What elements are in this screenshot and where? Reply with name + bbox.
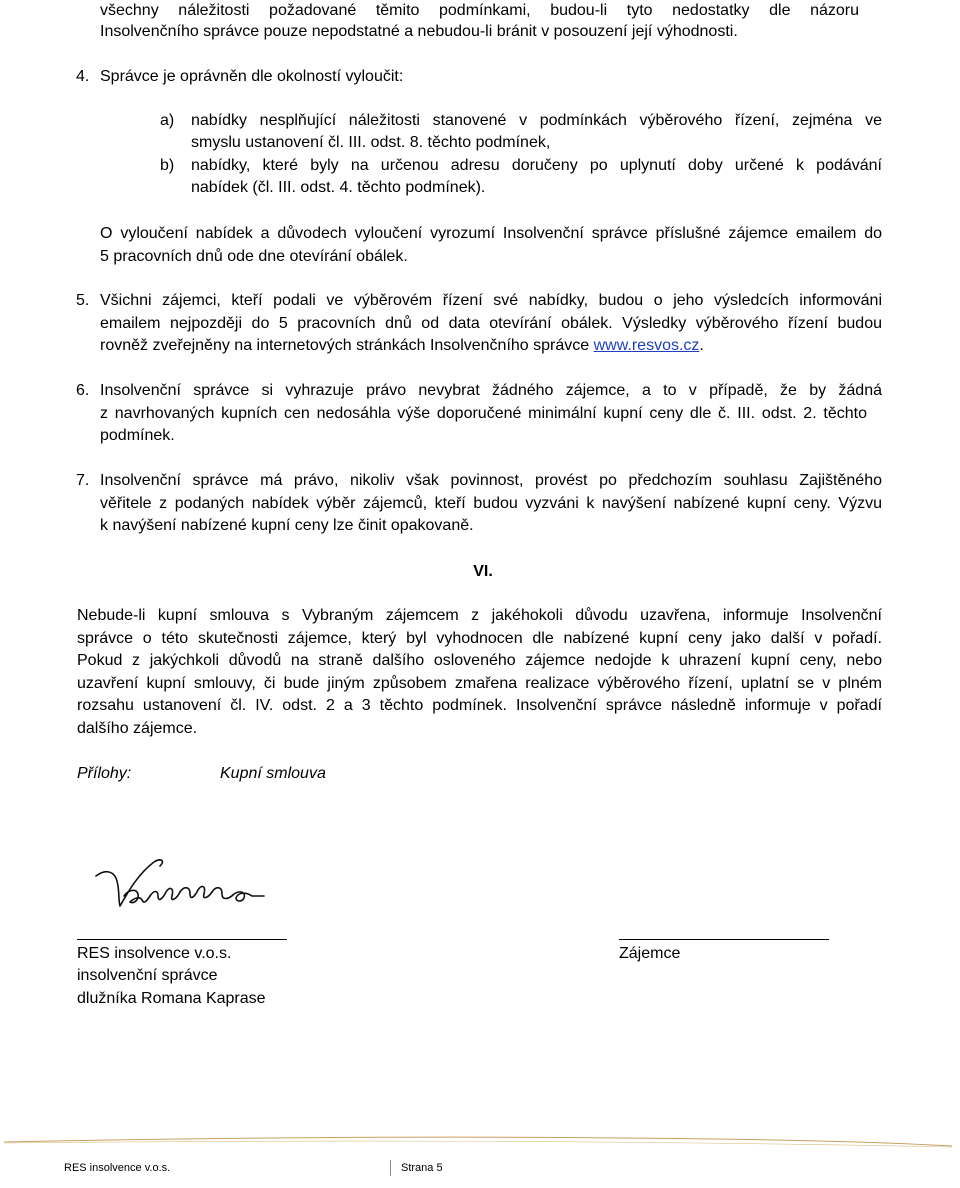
- item-5-line-2: emailem nejpozději do 5 pracovních dnů od data otevírání obálek. Výsledky výběrového řízení budou: [100, 315, 882, 332]
- attachments-value: Kupní smlouva: [220, 765, 326, 782]
- intro-line-2: Insolvenčního správce pouze nepodstatné a nebudou-li bránit v posouzení její výhodnosti.: [100, 23, 738, 40]
- section-paragraph-line-3: Pokud z jakýchkoli důvodů na straně dalšího osloveného zájemce nedojde k uhrazení kupní ceny, nebo: [77, 652, 882, 669]
- signer-debtor: dlužníka Romana Kaprase: [77, 990, 266, 1007]
- item-6-line-3: podmínek.: [100, 427, 175, 444]
- item-7-number: 7.: [76, 472, 90, 489]
- signature-line-left: [77, 939, 287, 940]
- attachments-label: Přílohy:: [77, 765, 132, 782]
- item-4a-label: a): [160, 112, 175, 129]
- item-4b-label: b): [160, 157, 175, 174]
- item-4-text: Správce je oprávněn dle okolností vyloučit:: [100, 68, 404, 85]
- signer-right-label: Zájemce: [619, 945, 681, 962]
- item-5-number: 5.: [76, 292, 90, 309]
- footer-page-number: Strana 5: [401, 1162, 443, 1174]
- item-4b-line-1: nabídky, které byly na určenou adresu doručeny po uplynutí doby určené k podávání: [191, 157, 882, 174]
- handwritten-signature: [94, 856, 274, 916]
- item-6-line-1: Insolvenční správce si vyhrazuje právo nevybrat žádného zájemce, a to v případě, že by žádná: [100, 382, 882, 399]
- item-4b-line-2: nabídek (čl. III. odst. 4. těchto podmínek).: [191, 179, 486, 196]
- item-4-note-line-1: O vyloučení nabídek a důvodech vyloučení vyrozumí Insolvenční správce příslušné zájemce emailem do: [100, 225, 882, 242]
- section-paragraph-line-2: správce o této skutečnosti zájemce, který byl vyhodnocen dle nabízené kupní ceny jako další v pořadí.: [77, 630, 882, 647]
- section-paragraph-line-6: dalšího zájemce.: [77, 720, 198, 737]
- signer-role: insolvenční správce: [77, 967, 218, 984]
- section-paragraph-line-1: Nebude-li kupní smlouva s Vybraným zájemcem z jakéhokoli důvodu uzavřena, informuje Insolvenční: [77, 607, 882, 624]
- item-5-line-3-prefix: rovněž zveřejněny na internetových stránkách Insolvenčního správce: [100, 337, 590, 354]
- item-6-line-2: z navrhovaných kupních cen nedosáhla výše doporučené minimální kupní ceny dle č. III. odst. 2. těchto: [100, 405, 867, 422]
- section-heading: VI.: [473, 563, 493, 580]
- item-5-line-1: Všichni zájemci, kteří podali ve výběrovém řízení své nabídky, budou o jeho výsledcích informováni: [100, 292, 882, 309]
- item-6-number: 6.: [76, 382, 90, 399]
- intro-line-1: všechny náležitosti požadované těmito podmínkami, budou-li tyto nedostatky dle názoru: [100, 2, 859, 19]
- item-4-note-line-2: 5 pracovních dnů ode dne otevírání obálek.: [100, 248, 408, 265]
- footer-rule: [0, 1130, 960, 1150]
- signer-company: RES insolvence v.o.s.: [77, 945, 232, 962]
- resvos-link[interactable]: www.resvos.cz: [593, 337, 700, 354]
- item-7-line-1: Insolvenční správce má právo, nikoliv však povinnost, provést po předchozím souhlasu Zajištěného: [100, 472, 882, 489]
- section-paragraph-line-5: rozsahu ustanovení čl. IV. odst. 2 a 3 těchto podmínek. Insolvenční správce následně informuje v pořadí: [77, 697, 882, 714]
- footer-company: RES insolvence v.o.s.: [64, 1162, 171, 1174]
- item-5-line-3: [100, 335, 704, 357]
- item-4a-line-1: nabídky nesplňující náležitosti stanovené v podmínkách výběrového řízení, zejména ve: [191, 112, 882, 129]
- item-7-line-3: k navýšení nabízené kupní ceny lze činit opakovaně.: [100, 517, 474, 534]
- item-7-line-2: věřitele z podaných nabídek výběr zájemců, kteří budou vyzváni k navýšení nabízené kupní ceny. Výzvu: [100, 495, 882, 512]
- footer-divider: [390, 1160, 391, 1176]
- item-5-line-3-suffix: .: [699, 337, 704, 354]
- item-4-number: 4.: [76, 68, 90, 85]
- item-4a-line-2: smyslu ustanovení čl. III. odst. 8. těchto podmínek,: [191, 134, 551, 151]
- signature-line-right: [619, 939, 829, 940]
- section-paragraph-line-4: uzavření kupní smlouvy, či bude jiným způsobem zmařena realizace výběrového řízení, uplatní se v plném: [77, 675, 882, 692]
